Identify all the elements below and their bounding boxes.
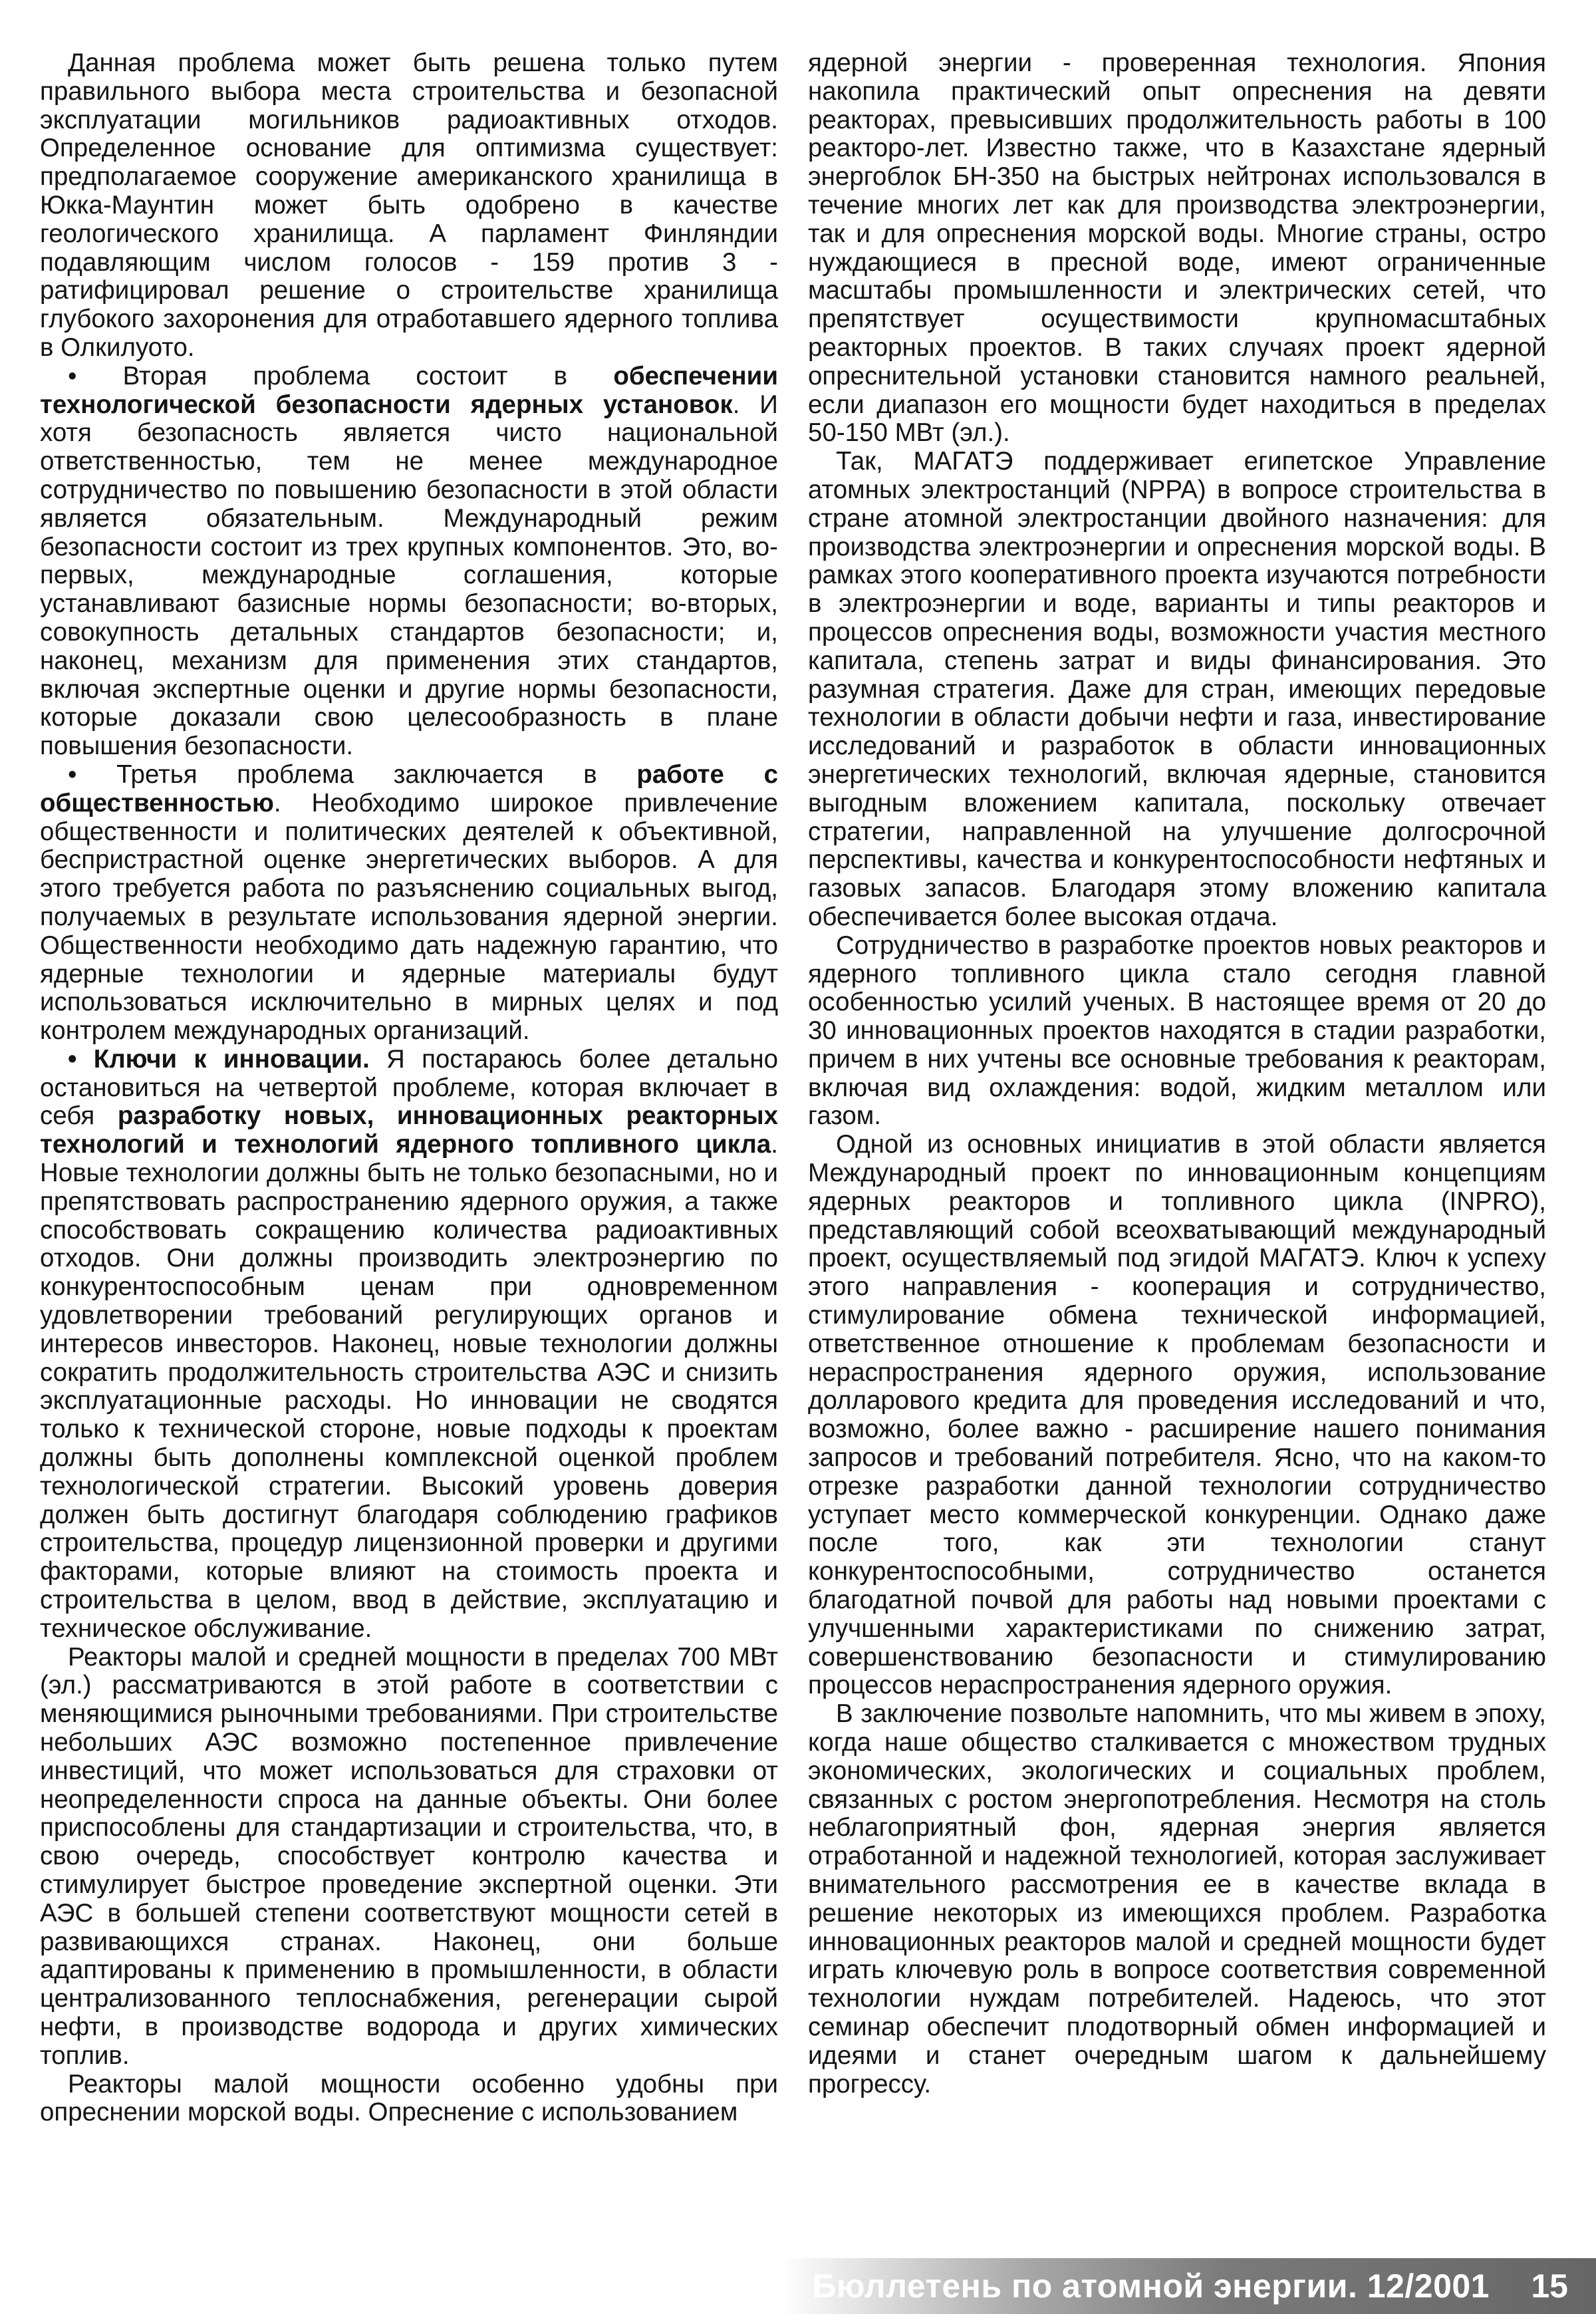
innovation-heading: • Ключи к инновации. — [68, 1044, 370, 1074]
paragraph-innovation — [40, 1046, 778, 1644]
paragraph-conclusion: В заключение позвольте напомнить, что мы живем в эпоху, когда наше общество сталкивается с множеством трудных экономических, экологических и социальных проблем, связанных с ростом энергопотребления. Несмотря на столь неблагоприятный фон, ядерная энергия является отработанной и надежной технологией, которая заслуживает внимательного рассмотрения ее в качестве вклада в решение некоторых из имеющихся проблем. Разработка инновационных реакторов малой и средней мощности будет играть ключевую роль в вопросе соответствия современной технологии нуждам потребителей. Надеюсь, что этот семинар обеспечит плодотворный обмен информацией и идеями и станет очередным шагом к дальнейшему прогрессу. — [808, 1699, 1546, 2098]
paragraph-cooperation: Сотрудничество в разработке проектов новых реакторов и ядерного топливного цикла стало сегодня главной особенностью усилий ученых. В настоящее время от 20 до 30 инновационных проектов находятся в стадии разработки, причем в них учтены все основные требования к реакторам, включая вид охлаждения: водой, жидким металлом или газом. — [808, 931, 1546, 1131]
innovation-highlight: разработку новых, инновационных реакторных технологий и технологий ядерного топливного цикла — [40, 1101, 778, 1159]
paragraph-inpro: Одной из основных инициатив в этой области является Международный проект по инновационным концепциям ядерных реакторов и топливного цикла (INPRO), представляющий собой всеохватывающий международный проект, осуществляемый под эгидой МАГАТЭ. Ключ к успеху этого направления - кооперация и сотрудничество, стимулирование обмена технической информацией, ответственное отношение к проблемам безопасности и нераспространения ядерного оружия, использование долларового кредита для проведения исследований и что, возможно, более важно - расширение нашего понимания запросов и требований потребителя. Ясно, что на каком-то отрезке разработки данной технологии сотрудничество уступает место коммерческой конкуренции. Однако даже после того, как эти технологии станут конкурентоспособными, сотрудничество останется благодатной почвой для работы над новыми проектами с улучшенными характеристиками по снижению затрат, совершенствованию безопасности и стимулированию процессов нераспространения ядерного оружия. — [808, 1130, 1546, 1700]
paragraph-desalination-cont: ядерной энергии - проверенная технология. Япония накопила практический опыт опреснения на девяти реакторах, превысивших продолжительность работы в 100 реакторо-лет. Известно также, что в Казахстане ядерный энергоблок БН-350 на быстрых нейтронах использовался в течение многих лет как для производства электроэнергии, так и для опреснения морской воды. Многие страны, остро нуждающиеся в пресной воде, имеют ограниченные масштабы промышленности и электрических сетей, что препятствует осуществимости крупномасштабных реакторных проектов. В таких случаях проект ядерной опреснительной установки становится намного реальней, если диапазон его мощности будет находиться в пределах 50-150 МВт (эл.). — [808, 49, 1546, 448]
right-column — [808, 49, 1546, 2098]
paragraph-public — [40, 761, 778, 1046]
public-intro: • Третья проблема заключается в — [68, 760, 637, 789]
public-body: . Необходимо широкое привлечение общественности и политических деятелей к объективной, беспристрастной оценке энергетических выборов. А для этого требуется работа по разъяснению социальных выгод, получаемых в результате использования ядерной энергии. Общественности необходимо дать надежную гарантию, что ядерные технологии и ядерные материалы будут использоваться исключительно в мирных целях и под контролем международных организаций. — [40, 788, 778, 1046]
left-column — [40, 49, 778, 2127]
safety-body: . И хотя безопасность является чисто национальной ответственностью, тем не менее международное сотрудничество по повышению безопасности в этой области является обязательным. Международный режим безопасности состоит из трех крупных компонентов. Это, во-первых, международные соглашения, которые устанавливают базисные нормы безопасности; во-вторых, совокупность детальных стандартов безопасности; и, наконец, механизм для применения этих стандартов, включая экспертные оценки и другие нормы безопасности, которые доказали свою целесообразность в плане повышения безопасности. — [40, 390, 778, 761]
page-number: 15 — [1531, 2267, 1568, 2305]
safety-intro: • Вторая проблема состоит в — [68, 361, 614, 390]
safety-highlight: обеспечении технологической безопасности ядерных установок — [40, 361, 778, 419]
journal-title: Бюллетень по атомной энергии. 12/2001 — [812, 2267, 1490, 2305]
paragraph-safety — [40, 362, 778, 761]
innovation-body: . Новые технологии должны быть не только безопасными, но и препятствовать распространению ядерного оружия, а также способствовать сокращению количества радиоактивных отходов. Они должны производить электроэнергию по конкурентоспособным ценам при одновременном удовлетворении требований регулирующих органов и интересов инвесторов. Наконец, новые технологии должны сократить продолжительность строительства АЭС и снизить эксплуатационные расходы. Но инновации не сводятся только к технической стороне, новые подходы к проектам должны быть дополнены комплексной оценкой проблем технологической стратегии. Высокий уровень доверия должен быть достигнут благодаря соблюдению графиков строительства, процедур лицензионной проверки и другими факторами, которые влияют на стоимость проекта и строительства в целом, ввод в действие, эксплуатацию и техническое обслуживание. — [40, 1130, 778, 1643]
paragraph-desalination-start: Реакторы малой мощности особенно удобны при опреснении морской воды. Опреснение с использованием — [40, 2069, 778, 2127]
public-highlight: работе с общественностью — [40, 760, 778, 817]
footer-bar — [781, 2258, 1596, 2314]
innovation-intro: Я постараюсь более детально остановиться на четвертой проблеме, которая включает в себя — [40, 1044, 778, 1131]
paragraph-small-medium-reactors: Реакторы малой и средней мощности в пределах 700 МВт (эл.) рассматриваются в этой работе в соответствии с меняющимися рыночными требованиями. При строительстве небольших АЭС возможно постепенное привлечение инвестиций, что может использоваться для страховки от неопределенности спроса на данные объекты. Они более приспособлены для стандартизации и строительства, что, в свою очередь, способствует контролю качества и стимулирует быстрое проведение экспертной оценки. Эти АЭС в большей степени соответствуют мощности сетей в развивающихся странах. Наконец, они больше адаптированы к применению в промышленности, в области централизованного теплоснабжения, регенерации сырой нефти, в производстве водорода и других химических топлив. — [40, 1642, 778, 2070]
paragraph-disposal: Данная проблема может быть решена только путем правильного выбора места строительства и безопасной эксплуатации могильников радиоактивных отходов. Определенное основание для оптимизма существует: предполагаемое сооружение американского хранилища в Юкка-Маунтин может быть одобрено в качестве геологического хранилища. А парламент Финляндии подавляющим числом голосов - 159 против 3 - ратифицировал решение о строительстве хранилища глубокого захоронения для отработавшего ядерного топлива в Олкилуото. — [40, 49, 778, 362]
paragraph-iaea-egypt: Так, МАГАТЭ поддерживает египетское Управление атомных электростанций (NPPA) в вопросе строительства в стране атомной электростанции двойного назначения: для производства электроэнергии и опреснения морской воды. В рамках этого кооперативного проекта изучаются потребности в электроэнергии и воде, варианты и типы реакторов и процессов опреснения воды, возможности участия местного капитала, степень затрат и виды финансирования. Это разумная стратегия. Даже для стран, имеющих передовые технологии в области добычи нефти и газа, инвестирование исследований и разработок в области инновационных энергетических технологий, включая ядерные, становится выгодным вложением капитала, поскольку отвечает стратегии, направленной на улучшение долгосрочной перспективы, качества и конкурентоспособности нефтяных и газовых запасов. Благодаря этому вложению капитала обеспечивается более высокая отдача. — [808, 447, 1546, 931]
